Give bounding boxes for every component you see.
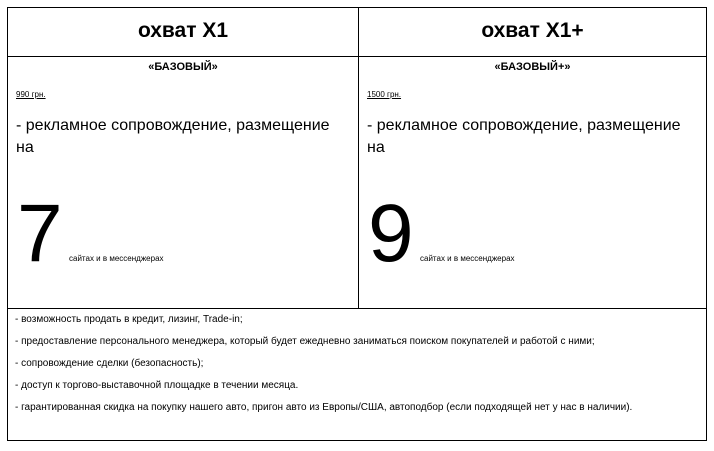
feature-item-deal-support: - сопровождение сделки (безопасность);	[15, 358, 204, 369]
plan-count-suffix: сайтах и в мессенджерах	[69, 254, 164, 263]
plan-title: охват X1+	[481, 19, 584, 42]
feature-item-credit: - возможность продать в кредит, лизинг, Trade-in;	[15, 314, 243, 325]
plan-title: охват X1	[137, 19, 229, 42]
plan-description: - рекламное сопровождение, размещение на	[16, 117, 330, 156]
pricing-table	[7, 7, 707, 441]
plan-price: 1500 грн.	[367, 90, 402, 99]
features-section	[8, 309, 706, 440]
plan-price: 990 грн.	[16, 90, 46, 99]
plan-tier: «БАЗОВЫЙ+»	[494, 61, 571, 73]
plan-card-x1	[8, 8, 358, 308]
plan-card-x1-plus	[359, 8, 706, 308]
plan-tier: «БАЗОВЫЙ»	[148, 61, 218, 73]
feature-item-manager: - предоставление персонального менеджера, который будет ежедневно заниматься поиском покупателей и работой с ними;	[15, 336, 595, 347]
feature-item-discount: - гарантированная скидка на покупку нашего авто, пригон авто из Европы/США, автоподбор (если подходящей нет у нас в наличии).	[15, 402, 633, 413]
feature-item-platform-access: - доступ к торгово-выставочной площадке в течении месяца.	[15, 380, 299, 391]
plan-count-suffix: сайтах и в мессенджерах	[420, 254, 515, 263]
plan-site-count: 7	[17, 188, 63, 279]
plan-description: - рекламное сопровождение, размещение на	[367, 117, 681, 156]
plan-site-count: 9	[368, 188, 414, 279]
